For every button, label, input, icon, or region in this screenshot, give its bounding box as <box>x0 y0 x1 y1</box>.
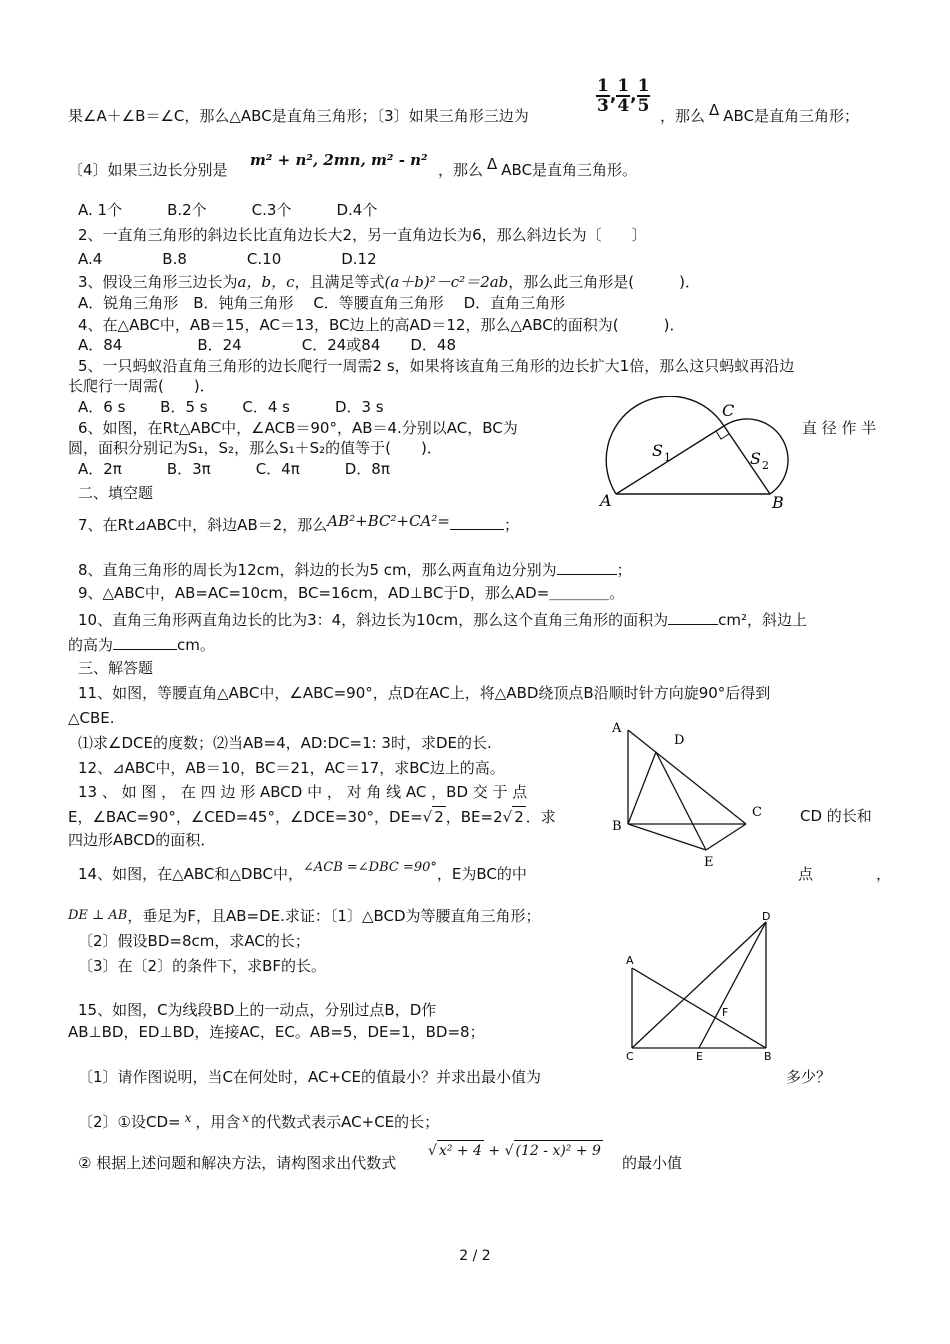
q15-text-e-tail: 的最小值 <box>622 1154 683 1172</box>
q6-text-b: 圆，面积分别记为S₁，S₂，那么S₁＋S₂的值等于( )． <box>68 439 442 457</box>
label-c: C <box>752 805 762 820</box>
label-d: D <box>762 910 771 923</box>
right-angle-mark <box>716 431 729 439</box>
label-s1-sub: 1 <box>664 451 671 464</box>
q7-text: 7、在Rt⊿ABC中，斜边AB＝2，那么AB²+BC²+CA²= ； <box>78 512 519 534</box>
q13-text-a: 13 、 如 图 ， 在 四 边 形 ABCD 中 ， 对 角 线 AC ，BD 交 于 点 <box>78 783 528 801</box>
label-b: B <box>612 819 622 834</box>
line-1-tail <box>660 101 860 126</box>
line-1 <box>68 106 529 126</box>
q3-vars: a，b，c <box>237 273 295 291</box>
q11-text-c: ⑴求∠DCE的度数；⑵当AB=4，AD:DC=1: 3时，求DE的长. <box>78 734 492 752</box>
delta-symbol: Δ <box>709 101 720 119</box>
figure-q6-semicircles <box>594 396 804 516</box>
q10-blank-1 <box>668 608 718 625</box>
label-a: A <box>612 721 622 736</box>
semicircle-ac <box>606 396 724 494</box>
line-1-text-b: ，那么 <box>660 107 706 125</box>
section-3-heading: 三、解答题 <box>78 659 154 677</box>
line-2-text-c: ABC是直角三角形。 <box>501 161 638 179</box>
q11-text-a: 11、如图，等腰直角△ABC中，∠ABC=90°，点D在AC上，将△ABD绕顶点B沿顺时针方向旋90°后得到 <box>78 684 771 702</box>
q15-text-e: ② 根据上述问题和解决方法，请构图求出代数式 <box>78 1154 397 1172</box>
q10-text-a: 10、直角三角形两直角边长的比为3：4，斜边长为10cm，那么这个直角三角形的面积为 cm²，斜边上 <box>78 608 807 630</box>
label-e: E <box>696 1050 703 1063</box>
label-c: C <box>626 1050 634 1063</box>
sqrt-2-a: 2 <box>434 808 444 826</box>
fraction-one-fifth: $\frac{1}{5}$ <box>637 76 650 116</box>
fraction-one-third: $\frac{1}{3}$ <box>597 76 609 116</box>
q4-options: A．84 B．24 C．24或84 D．48 <box>78 336 457 354</box>
q14-expression: ∠ACB =∠DBC =90° <box>302 860 437 875</box>
q7-blank <box>450 513 504 530</box>
line-2-expression: m² + n², 2mn, m² - n² <box>250 151 428 169</box>
q7-expression: AB²+BC²+CA²= <box>327 512 450 530</box>
line-2-text-b: ，那么 <box>438 161 484 179</box>
plus-sign: + <box>488 1143 501 1159</box>
q2-options: A.4 B.8 C.10 D.12 <box>78 250 377 268</box>
q9-text: 9、△ABC中，AB=AC=10cm，BC=16cm，AD⊥BC于D，那么AD=＿＿＿＿。 <box>78 584 625 602</box>
q14-perp-expr: DE ⊥ AB <box>68 908 128 923</box>
q12-text: 12、⊿ABC中，AB＝10，BC＝21，AC＝17，求BC边上的高。 <box>78 759 505 777</box>
q2-text: 2、一直角三角形的斜边长比直角边长大2，另一直角边长为6，那么斜边长为〔 〕 <box>78 226 647 244</box>
figure-q11-triangles <box>606 712 766 872</box>
sqrt-2-b: 2 <box>514 808 524 826</box>
line-2-text-a: 〔4〕如果三边长分别是 <box>68 161 228 179</box>
fraction-group: $\frac{1}{3}$ , $\frac{1}{4}$ , $\frac{1}{5}$ <box>597 76 650 116</box>
label-e: E <box>704 855 714 870</box>
delta-symbol-2: Δ <box>487 155 498 173</box>
label-f: F <box>722 1006 729 1019</box>
q10-text-b: 的高为 cm。 <box>68 633 215 655</box>
q6-text-right: 直 径 作 半 <box>802 419 877 437</box>
label-s2: S <box>750 449 761 468</box>
q14-text-e: 〔3〕在〔2〕的条件下，求BF的长。 <box>78 957 327 975</box>
q3-options: A．锐角三角形 B．钝角三角形 C．等腰直角三角形 D．直角三角形 <box>78 294 566 312</box>
q15-text-d: 〔2〕①设CD= $^x$ ，用含 $^x$ 的代数式表示AC+CE的长； <box>78 1111 440 1131</box>
label-s2-sub: 2 <box>762 459 769 472</box>
q15-text-c: 〔1〕请作图说明，当C在何处时，AC+CE的值最小？并求出最小值为 <box>78 1068 542 1086</box>
label-d: D <box>674 733 685 748</box>
label-a: A <box>626 954 634 967</box>
q4-text: 4、在△ABC中，AB＝15，AC＝13，BC边上的高AD＝12，那么△ABC的面积为( )． <box>78 316 685 334</box>
q13-text-right: CD 的长和 <box>800 807 872 825</box>
figure-q14-triangles <box>620 908 790 1066</box>
page-number: 2 / 2 <box>459 1248 491 1264</box>
label-b: B <box>764 1050 772 1063</box>
q10-blank-2 <box>113 633 177 650</box>
line-1-text-a: 果∠A＋∠B＝∠C，那么△ABC是直角三角形；〔3〕如果三角形三边为 <box>68 107 529 125</box>
var-x-1: x <box>184 1111 192 1125</box>
q14-text-a: 14、如图，在△ABC和△DBC中，∠ACB =∠DBC =90°，E为BC的中 <box>78 860 527 883</box>
q15-text-a: 15、如图，C为线段BD上的一动点，分别过点B，D作 <box>78 1001 437 1019</box>
line-2 <box>68 160 228 180</box>
fraction-one-fourth: $\frac{1}{4}$ <box>617 76 630 116</box>
label-a: A <box>600 491 612 510</box>
q5-text-b: 长爬行一周需( )． <box>68 377 215 395</box>
label-c: C <box>722 401 735 420</box>
q5-text-a: 5、一只蚂蚁沿直角三角形的边长爬行一周需2 s，如果将该直角三角形的边长扩大1倍，那么这只蚂蚁再沿边 <box>78 357 795 375</box>
q8-text: 8、直角三角形的周长为12cm，斜边的长为5 cm，那么两直角边分别为 ； <box>78 558 632 580</box>
q14-text-c: DE ⊥ AB，垂足为F，且AB=DE.求证：〔1〕△BCD为等腰直角三角形； <box>68 907 541 925</box>
q3-equation: (a＋b)²－c²＝2ab <box>384 273 509 291</box>
q11-text-b: △CBE. <box>68 709 115 727</box>
q15-text-b: AB⊥BD，ED⊥BD，连接AC，EC。AB=5，DE=1，BD=8； <box>68 1023 485 1041</box>
q14-text-d: 〔2〕假设BD=8cm，求AC的长； <box>78 932 310 950</box>
q15-radical-expression: √ x² + 4 + √ (12 - x)² + 9 <box>428 1140 603 1161</box>
radical-2: (12 - x)² + 9 <box>514 1140 603 1161</box>
label-b: B <box>772 493 784 512</box>
q6-text-a: 6、如图，在Rt△ABC中，∠ACB＝90°，AB＝4.分别以AC，BC为 <box>78 419 518 437</box>
q14-right-2: ， <box>876 865 892 883</box>
q3-text: 3、假设三角形三边长为a，b，c，且满足等式(a＋b)²－c²＝2ab，那么此三角形是( )． <box>78 273 700 291</box>
radical-1: x² + 4 <box>437 1140 484 1161</box>
var-x-2: x <box>242 1111 250 1125</box>
q15-text-c-right: 多少？ <box>786 1068 832 1086</box>
q1-options: A. 1个 B.2个 C.3个 D.4个 <box>78 201 378 219</box>
q13-text-b: E，∠BAC=90°，∠CED=45°，∠DCE=30°，DE=√ 2 ，BE=2√ 2 ．求 <box>68 808 556 826</box>
line-1-text-c: ABC是直角三角形； <box>723 107 860 125</box>
line-2-tail <box>438 155 638 180</box>
label-s1: S <box>652 441 663 460</box>
section-2-heading: 二、填空题 <box>78 484 154 502</box>
q13-text-c: 四边形ABCD的面积． <box>68 831 216 849</box>
q14-right-1: 点 <box>798 865 814 883</box>
q8-blank <box>557 558 617 575</box>
q5-options: A．6 s B．5 s C．4 s D．3 s <box>78 398 384 416</box>
q6-options: A．2π B．3π C．4π D．8π <box>78 460 390 478</box>
